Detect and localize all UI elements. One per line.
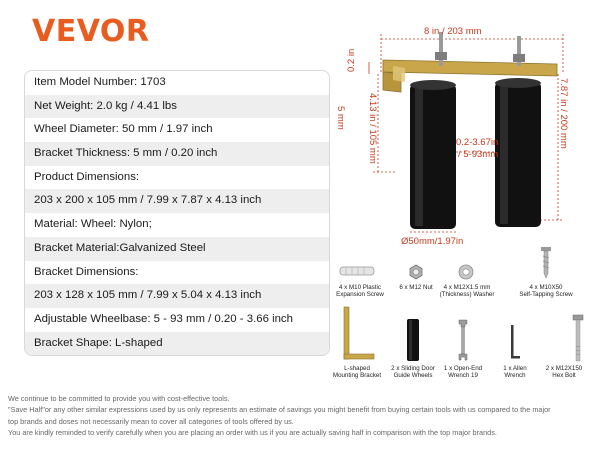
brand-logo: VEVOR [32, 14, 150, 49]
part-label: 4 x M12X1.5 mm (Thickness) Washer [439, 284, 495, 298]
thickness-mm-label: 5 mm [335, 106, 346, 130]
wrench-icon [456, 318, 470, 362]
allen-wrench-icon [508, 324, 522, 362]
spec-row: Bracket Shape: L-shaped [25, 332, 329, 356]
part-label: 1 x Open-End Wrench 19 [443, 365, 483, 379]
self-tapping-screw-icon [540, 247, 552, 279]
thickness-mm-dimension-label [335, 106, 346, 130]
spec-row: Product Dimensions: [34, 170, 140, 183]
expansion-screw-icon [338, 262, 378, 280]
disclaimer-line: "Save Half"or any other similar expressions used by us only represents an estimate of savings you might benefit from buying certain tools with us compared to the major [8, 405, 551, 415]
spec-row: Bracket Thickness: 5 mm / 0.20 inch [25, 142, 329, 166]
spec-row: Wheel Diameter: 50 mm / 1.97 inch [34, 123, 213, 136]
width-dimension-label: 8 in / 203 mm [424, 26, 482, 37]
diameter-dimension-label: Ø50mm/1.97in [401, 236, 464, 247]
l-bracket-icon [340, 305, 376, 363]
spec-row: Adjustable Wheelbase: 5 - 93 mm / 0.20 - 3.66 inch [34, 312, 293, 325]
spec-row: Item Model Number: 1703 [34, 76, 166, 88]
part-label: 1 x Allen Wrench [503, 365, 527, 379]
hex-bolt-icon [572, 314, 584, 362]
depth-dimension-label: 4.13 in / 105 mm [367, 93, 378, 164]
washer-icon [458, 264, 474, 280]
wheelbase-in-label: 0.2-3.67in [456, 137, 499, 148]
part-label: 6 x M12 Nut [399, 284, 433, 291]
guide-wheel-icon [405, 318, 421, 362]
spec-row: Net Weight: 2.0 kg / 4.41 lbs [25, 95, 329, 119]
thickness-dimension-label [346, 49, 357, 72]
spec-row: Material: Wheel: Nylon; [34, 218, 152, 231]
part-label: 2 x Sliding Door Guide Wheels [391, 365, 435, 379]
spec-row: 203 x 200 x 105 mm / 7.99 x 7.87 x 4.13 inch [25, 189, 329, 213]
spec-table [24, 70, 330, 356]
part-label: 4 x M10X50 Self-Tapping Screw [519, 284, 573, 298]
wheelbase-mm-label: / 5-93mm [458, 149, 499, 160]
spec-row: Bracket Material:Galvanized Steel [25, 237, 329, 261]
part-label: L-shaped Mounting Bracket [332, 365, 382, 379]
nut-icon [408, 264, 424, 280]
height-dimension-label: 7.87 in / 200 mm [558, 78, 569, 149]
part-label: 2 x M12X150 Hex Bolt [545, 365, 583, 379]
thickness-in-label: 0.2 in [346, 48, 357, 72]
disclaimer [8, 393, 593, 439]
part-label: 4 x M10 Plastic Expansion Screw [336, 284, 384, 298]
spec-row: Bracket Dimensions: [34, 265, 139, 278]
disclaimer-line: top brands and doses not necessarily mean to cover all categories of tools offered by us. [8, 416, 294, 426]
disclaimer-line: You are kindly reminded to verify carefully when you are placing an order with us if you are actually saving half in comparison with the top major brands. [8, 428, 497, 438]
disclaimer-line: We continue to be committed to provide you with cost-effective tools. [8, 394, 230, 403]
spec-row: 203 x 128 x 105 mm / 7.99 x 5.04 x 4.13 inch [25, 284, 329, 308]
